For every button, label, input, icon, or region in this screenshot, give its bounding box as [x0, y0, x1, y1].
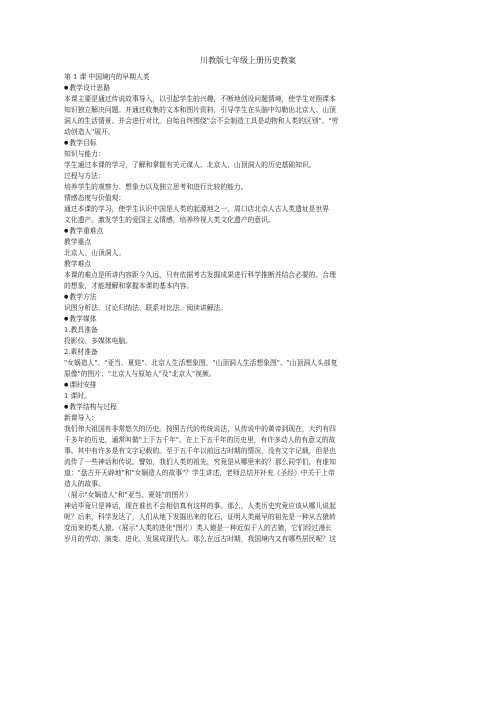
- text-line: 教学难点: [64, 260, 92, 268]
- section-heading: ● 教学目标: [64, 138, 436, 149]
- section-heading: ● 教学方法: [64, 292, 436, 303]
- text-line: 1.教具准备: [64, 326, 98, 334]
- document-title: 川教版七年级上册历史教案: [200, 56, 296, 65]
- text-line: 我们伟大祖国有非常悠久的历史。按照古代的传统说法，从传说中的黄帝到现在，大约有四: [64, 425, 336, 433]
- text-line: 培养学生的观察力、想象力以及独立思考和进行比较的能力。: [64, 183, 248, 191]
- text-line: 文化遗产。激发学生的爱国主义情感，培养珍视人类文化遗产的意识。: [64, 216, 275, 224]
- text-line: 情感态度与价值观：: [64, 194, 126, 202]
- text-line: 第 1 课 中国境内的早期人类: [64, 73, 150, 81]
- text-line: 教学重点: [64, 238, 92, 246]
- text-line: 道："盘古开天辟地"和"女娲造人的故事"？学生讲述，老师总结并补充《圣经》中关于上帝: [64, 469, 335, 477]
- text-line: 变而来的类人猿。（展示"人类的进化"图片）类人猿是一种近似于人的古猿，它们经过漫长: [64, 524, 332, 532]
- document-body: [64, 72, 436, 545]
- section-heading: ● 教学结构与过程: [64, 402, 436, 413]
- text-line: （展示"女娲造人"和"亚当、夏娃"的图片）: [64, 491, 193, 499]
- text-line: 流传了一些神话和传说。譬如，我们人类的祖先，究竟是从哪里来的？那么同学们，有谁知: [64, 458, 336, 466]
- text-line: 神话毕竟只是神话，现在谁也不会相信真有这样的事。那么，人类历史究竟应该从哪儿说起: [64, 502, 336, 510]
- text-line: 本课的难点是所讲内容距今久远，只有依据考古发掘成果进行科学推断并结合必要的、合理: [64, 271, 336, 279]
- text-line: 投影仪、多媒体电脑。: [64, 337, 132, 345]
- text-line: 识图分析法、讨论归纳法、联系对比法、阅读讲解法。: [64, 304, 228, 312]
- text-line: 学生通过本课的学习，了解和掌握有关元谋人、北京人、山顶洞人的历史基础知识。: [64, 161, 316, 169]
- section-heading: ● 教学媒体: [64, 314, 436, 325]
- text-line: 洞人的生活情景。并会进行对比。自始自终围绕"会不会制造工具是动物和人类的区别"、"劳: [64, 117, 339, 125]
- text-line: 过程与方法：: [64, 172, 105, 180]
- text-line: 知识独立解决问题。并通过收集的文本和图片资料，引导学生在头脑中勾勒出北京人、山顶: [64, 106, 336, 114]
- text-line: 动创造人"展开。: [64, 128, 115, 136]
- text-line: 通过本课的学习，使学生认识中国是人类的起源地之一，周口店北京人古人类遗址是世界: [64, 205, 330, 213]
- text-line: 岁月的劳动、演变、进化、发展成现代人。那么在远古时期，我国境内又有哪些居民呢？这: [64, 535, 336, 543]
- text-line: 呢？后来，科学发达了，人们从地下发掘出来的化石，证明人类最早的祖先是一种从古猿转: [64, 513, 336, 521]
- text-line: 原像"的图片；"北京人与原始人"及"北京人"视频。: [64, 370, 216, 378]
- text-line: 北京人、山顶洞人。: [64, 249, 126, 257]
- text-line: 新课导入：: [64, 414, 98, 422]
- text-line: 1 课时。: [64, 392, 91, 400]
- section-heading: ● 教学重难点: [64, 226, 436, 237]
- text-line: 千多年的历史，通常叫做"上下五千年"。在上下五千年的历史里，有许多动人的有意义的故: [64, 436, 336, 444]
- text-line: 的想象，才能理解和掌握本课的基本内容。: [64, 282, 194, 290]
- text-line: 造人的故事。: [64, 480, 105, 488]
- text-line: 知识与能力：: [64, 150, 105, 158]
- text-line: 本课主要是通过传说故事导入，以引起学生的兴趣，不断地创设问题情境，使学生对照课本: [64, 95, 336, 103]
- text-line: "女娲造人"、"亚当、夏娃"、北京人生活想象图、"山顶洞人生活想象图"、"山顶洞人头部复: [64, 359, 338, 367]
- text-line: 事。其中有许多是有文字记载的。至于五千年以前远古时期的情况，没有文字记载，但是也: [64, 447, 336, 455]
- text-line: 2.素材准备: [64, 348, 98, 356]
- section-heading: ● 教学设计思路: [64, 83, 436, 94]
- section-heading: ● 课时安排: [64, 380, 436, 391]
